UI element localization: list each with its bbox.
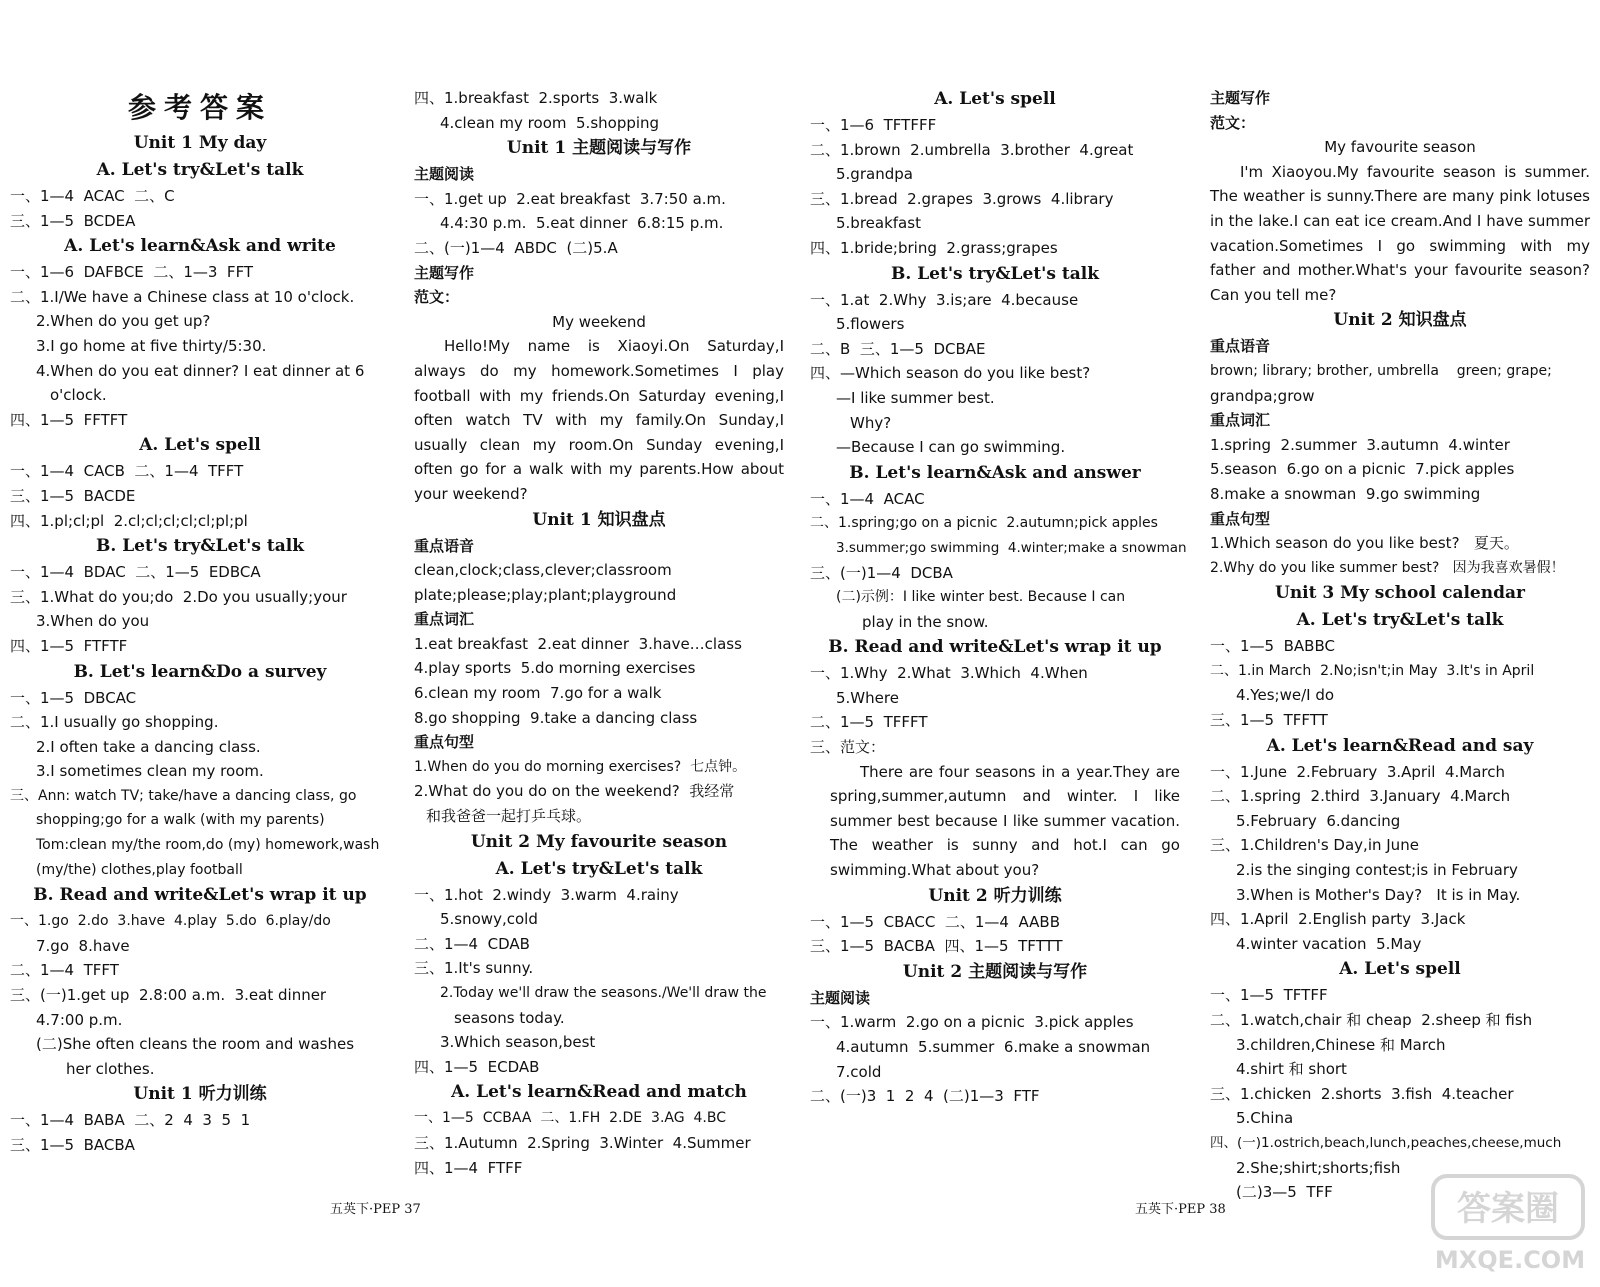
answer-line: 4.autumn 5.summer 6.make a snowman xyxy=(836,1038,1151,1056)
answer-line: 三、1.What do you;do 2.Do you usually;your xyxy=(10,587,347,606)
answer-line: 二、1.brown 2.umbrella 3.brother 4.great xyxy=(810,140,1134,159)
answer-line: 4.play sports 5.do morning exercises xyxy=(414,659,696,678)
unit-heading: Unit 1 My day xyxy=(133,133,267,153)
answer-line: 三、1.It's sunny. xyxy=(414,959,534,978)
answer-line: (二)3—5 TFF xyxy=(1236,1183,1333,1202)
section-heading: A. Let's learn&Read and match xyxy=(451,1082,747,1103)
answer-line: 4.When do you eat dinner? I eat dinner at 6 xyxy=(36,361,365,380)
answer-line: 二、(一)3 1 2 4 (二)1—3 FTF xyxy=(810,1087,1040,1106)
answer-line: 5.grandpa xyxy=(836,165,913,184)
column-3 xyxy=(810,86,1187,1109)
sub-heading: 主题阅读 xyxy=(810,988,871,1007)
answer-line: 3.children,Chinese 和 March xyxy=(1236,1035,1446,1054)
answer-line: 8.make a snowman 9.go swimming xyxy=(1210,484,1481,503)
answer-line: 4.4:30 p.m. 5.eat dinner 6.8:15 p.m. xyxy=(440,214,724,233)
answer-line: 一、1—5 BABBC xyxy=(1210,637,1335,656)
section-heading: B. Let's learn&Ask and answer xyxy=(849,462,1141,483)
essay-title: My favourite season xyxy=(1324,138,1476,157)
answer-line: 和我爸爸一起打乒乓球。 xyxy=(426,807,592,826)
section-heading: A. Let's try&Let's talk xyxy=(495,858,703,879)
section-heading: A. Let's try&Let's talk xyxy=(1296,610,1504,631)
answer-line: 一、1—5 TFTFF xyxy=(1210,986,1328,1005)
answer-line: 一、1—6 DAFBCE 二、1—3 FFT xyxy=(10,263,254,282)
section-heading: Unit 2 主题阅读与写作 xyxy=(902,961,1088,982)
answer-line: 四、1—5 ECDAB xyxy=(414,1057,540,1076)
answer-line: 一、1—4 BABA 二、2 4 3 5 1 xyxy=(10,1111,251,1130)
answer-line: 2.Today we'll draw the seasons./We'll draw the xyxy=(440,985,767,1001)
answer-line: 4.shirt 和 short xyxy=(1236,1060,1347,1079)
answer-line: 3.summer;go swimming 4.winter;make a snowman xyxy=(836,539,1187,556)
answer-line: 一、1.warm 2.go on a picnic 3.pick apples xyxy=(810,1013,1134,1032)
answer-line: 5.China xyxy=(1236,1109,1294,1128)
answer-line: 1.Which season do you like best? 夏天。 xyxy=(1210,534,1519,553)
essay-text: Hello!My name is Xiaoyi.On Saturday,I always do my homework.Sometimes I play football with my friends.On Saturday evening,I often watch TV with my family.On Sunday,I usually clean my room.On Sunday evening,I often go for a walk with my parents.How about your weekend? xyxy=(414,337,784,503)
answer-line: 三、1.Autumn 2.Spring 3.Winter 4.Summer xyxy=(414,1133,751,1152)
answer-line: 1.eat breakfast 2.eat dinner 3.have…class xyxy=(414,634,742,653)
answer-line: 2.is the singing contest;is in February xyxy=(1236,861,1518,880)
watermark-logo xyxy=(1425,1170,1595,1280)
answer-line: 5.snowy,cold xyxy=(440,910,538,929)
section-heading: Unit 2 知识盘点 xyxy=(1333,310,1467,331)
answer-line: 二、1—4 CDAB xyxy=(414,934,530,953)
answer-line: 一、1.June 2.February 3.April 4.March xyxy=(1210,762,1505,781)
answer-line: 一、1—6 TFTFFF xyxy=(810,116,937,134)
answer-line: 2.I often take a dancing class. xyxy=(36,737,261,756)
answer-line: 三、范文： xyxy=(810,738,886,757)
answer-line: —Because I can go swimming. xyxy=(836,438,1066,457)
answer-line: 二、1.I/We have a Chinese class at 10 o'clock. xyxy=(10,287,355,306)
answer-line: plate;please;play;plant;playground xyxy=(414,585,677,604)
section-heading: B. Let's try&Let's talk xyxy=(891,263,1099,284)
svg-text:答案圈: 答案圈 xyxy=(1457,1189,1559,1229)
answer-line: 8.go shopping 9.take a dancing class xyxy=(414,708,698,727)
answer-line: 2.She;shirt;shorts;fish xyxy=(1236,1158,1401,1177)
answer-line: 3.When is Mother's Day? It is in May. xyxy=(1236,885,1521,904)
sub-heading: 重点语音 xyxy=(1210,337,1271,356)
answer-line: 一、1.hot 2.windy 3.warm 4.rainy xyxy=(414,885,679,904)
section-heading: B. Read and write&Let's wrap it up xyxy=(33,885,367,906)
sub-heading: 重点句型 xyxy=(414,733,475,752)
answer-line: 二、1—5 TFFFT xyxy=(810,713,928,732)
answer-line: 二、1.I usually go shopping. xyxy=(10,713,219,732)
answer-line: 5.flowers xyxy=(836,315,905,334)
answer-line: 三、1—5 BACBA 四、1—5 TFTTT xyxy=(810,937,1063,956)
section-heading: A. Let's try&Let's talk xyxy=(96,160,304,180)
answer-line: 一、1—4 ACAC 二、C xyxy=(10,187,175,205)
answer-line: 四、1.breakfast 2.sports 3.walk xyxy=(414,89,658,107)
answer-line: 二、1—4 TFFT xyxy=(10,961,119,980)
answer-line: 三、(一)1—4 DCBA xyxy=(810,563,953,582)
sub-heading: 重点句型 xyxy=(1210,509,1271,528)
answer-line: 1.When do you do morning exercises? 七点钟。 xyxy=(414,758,747,775)
answer-line: 三、1—5 BCDEA xyxy=(10,211,136,230)
column-2 xyxy=(414,86,784,1180)
section-heading: Unit 2 听力训练 xyxy=(928,885,1062,906)
sub-heading: 主题写作 xyxy=(414,263,475,282)
answer-line: o'clock. xyxy=(50,386,107,405)
column-1 xyxy=(10,86,390,1158)
answer-line: 2.What do you do on the weekend? 我经常 xyxy=(414,782,735,801)
answer-line: 三、1—5 BACDE xyxy=(10,486,136,505)
answer-line: Tom:clean my/the room,do (my) homework,wash xyxy=(36,837,380,854)
svg-text:MXQE.COM: MXQE.COM xyxy=(1434,1246,1586,1274)
sample-essay-label: 范文： xyxy=(1210,113,1256,132)
section-heading: A. Let's spell xyxy=(1339,959,1461,980)
answer-line: 一、1—4 ACAC xyxy=(810,489,925,508)
answer-line: 二、1.spring;go on a picnic 2.autumn;pick apples xyxy=(810,515,1158,532)
section-heading: B. Let's learn&Do a survey xyxy=(73,661,327,682)
answer-line: 3.When do you xyxy=(36,612,150,631)
answer-line: 4.clean my room 5.shopping xyxy=(440,113,660,132)
section-heading: Unit 1 知识盘点 xyxy=(532,509,666,530)
answer-line: 4.winter vacation 5.May xyxy=(1236,934,1422,953)
answer-line: 一、1—5 DBCAC xyxy=(10,688,137,707)
section-heading: B. Let's try&Let's talk xyxy=(96,536,304,557)
answer-line: clean,clock;class,clever;classroom xyxy=(414,561,672,580)
unit-heading: Unit 3 My school calendar xyxy=(1275,583,1525,604)
answer-line: (二)She often cleans the room and washes xyxy=(36,1035,355,1054)
answer-line: 一、1.get up 2.eat breakfast 3.7:50 a.m. xyxy=(414,189,726,208)
answer-line: 三、Ann: watch TV; take/have a dancing class, go xyxy=(10,787,357,804)
answer-line: 一、1—5 CBACC 二、1—4 AABB xyxy=(810,912,1061,931)
essay-text: I'm Xiaoyou.My favourite season is summer. The weather is sunny.There are many pink lotuses in the lake.I can eat ice cream.And I have summer vacation.Sometimes I go swimming with my father and mother.What's your favourite season? Can you tell me? xyxy=(1210,162,1590,304)
answer-line: 四、1—5 FFTFT xyxy=(10,410,128,429)
sub-heading: 主题阅读 xyxy=(414,165,475,184)
answer-line: 1.spring 2.summer 3.autumn 4.winter xyxy=(1210,435,1510,454)
answer-line: 7.go 8.have xyxy=(36,936,130,955)
answer-line: 三、1—5 TFFTT xyxy=(1210,711,1328,730)
answer-line: seasons today. xyxy=(454,1008,565,1027)
answer-line: brown; library; brother, umbrella green; grape; xyxy=(1210,362,1552,379)
answer-line: Why? xyxy=(850,413,892,432)
answer-line: 一、1—4 BDAC 二、1—5 EDBCA xyxy=(10,563,261,582)
section-heading: A. Let's spell xyxy=(139,435,261,456)
answer-line: 四、1.bride;bring 2.grass;grapes xyxy=(810,238,1058,257)
answer-line: 2.Why do you like summer best? 因为我喜欢暑假！ xyxy=(1210,559,1565,576)
sample-essay-label: 范文： xyxy=(414,288,460,307)
answer-line: 3.I sometimes clean my room. xyxy=(36,762,264,781)
sub-heading: 重点词汇 xyxy=(414,610,475,629)
answer-line: 一、1—5 CCBAA 二、1.FH 2.DE 3.AG 4.BC xyxy=(414,1110,726,1127)
sub-heading: 重点语音 xyxy=(414,536,475,555)
answer-line: 三、1—5 BACBA xyxy=(10,1136,135,1154)
answer-line: play in the snow. xyxy=(862,612,989,631)
answer-line: 一、1.at 2.Why 3.is;are 4.because xyxy=(810,290,1079,309)
answer-line: 2.When do you get up? xyxy=(36,312,211,331)
answer-line: 二、1.in March 2.No;isn't;in May 3.It's in April xyxy=(1210,662,1535,679)
answer-line: 5.February 6.dancing xyxy=(1236,811,1401,830)
essay-text: There are four seasons in a year.They are spring,summer,autumn and winter. I like summer best because I like summer vacation. The weather is sunny and hot.I can go swimming.What about you? xyxy=(830,762,1180,880)
answer-line: 3.I go home at five thirty/5:30. xyxy=(36,336,267,355)
essay-title: My weekend xyxy=(552,312,646,331)
answer-line: 一、1—4 CACB 二、1—4 TFFT xyxy=(10,462,244,481)
answer-line: 三、1.Children's Day,in June xyxy=(1210,836,1419,855)
unit-heading: Unit 2 My favourite season xyxy=(470,831,728,852)
answer-line: 4.7:00 p.m. xyxy=(36,1010,123,1029)
answer-line: —I like summer best. xyxy=(836,388,995,407)
answer-line: 三、(一)1.get up 2.8:00 a.m. 3.eat dinner xyxy=(10,986,327,1005)
sub-heading: 重点词汇 xyxy=(1210,411,1271,430)
answer-line: 4.Yes;we/I do xyxy=(1236,686,1335,705)
answer-line: 四、(一)1.ostrich,beach,lunch,peaches,cheese,much xyxy=(1210,1134,1562,1151)
answer-line: 一、1.Why 2.What 3.Which 4.When xyxy=(810,664,1088,683)
section-heading: B. Read and write&Let's wrap it up xyxy=(828,637,1162,658)
answer-line: 三、1.chicken 2.shorts 3.fish 4.teacher xyxy=(1210,1084,1514,1103)
answer-line: 7.cold xyxy=(836,1062,882,1081)
section-heading: A. Let's learn&Ask and write xyxy=(64,236,336,257)
answer-line: grandpa;grow xyxy=(1210,386,1315,405)
answer-line: (my/the) clothes,play football xyxy=(36,861,243,878)
answer-line: 四、1.April 2.English party 3.Jack xyxy=(1210,910,1466,929)
answer-line: 四、1—4 FTFF xyxy=(414,1158,523,1177)
answer-line: 四、1—5 FTFTF xyxy=(10,636,128,655)
answer-line: 二、B 三、1—5 DCBAE xyxy=(810,339,986,358)
answer-line: 三、1.bread 2.grapes 3.grows 4.library xyxy=(810,189,1114,208)
answer-line: (二)示例：I like winter best. Because I can xyxy=(836,589,1126,606)
page-title: 参考答案 xyxy=(127,91,272,124)
column-4 xyxy=(1210,86,1590,1205)
answer-line: 二、(一)1—4 ABDC (二)5.A xyxy=(414,238,618,257)
answer-line: 5.Where xyxy=(836,688,899,707)
answer-line: 四、—Which season do you like best? xyxy=(810,364,1091,383)
section-heading: Unit 1 主题阅读与写作 xyxy=(506,138,692,159)
answer-line: shopping;go for a walk (with my parents) xyxy=(36,812,325,829)
answer-line: 二、1.spring 2.third 3.January 4.March xyxy=(1210,787,1511,806)
answer-line: 四、1.pl;cl;pl 2.cl;cl;cl;cl;cl;pl;pl xyxy=(10,511,248,530)
section-heading: Unit 1 听力训练 xyxy=(133,1084,267,1105)
sub-heading: 主题写作 xyxy=(1210,89,1271,107)
answer-line: 一、1.go 2.do 3.have 4.play 5.do 6.play/do xyxy=(10,913,331,930)
section-heading: A. Let's spell xyxy=(934,89,1056,109)
section-heading: A. Let's learn&Read and say xyxy=(1266,735,1534,756)
page-footer-right: 五英下·PEP 38 xyxy=(1135,1202,1226,1217)
answer-line: 5.season 6.go on a picnic 7.pick apples xyxy=(1210,460,1515,479)
page-footer-left: 五英下·PEP 37 xyxy=(330,1202,421,1217)
watermark-graphic xyxy=(1425,1170,1595,1280)
answer-line: 6.clean my room 7.go for a walk xyxy=(414,684,662,703)
answer-line: 3.Which season,best xyxy=(440,1033,596,1052)
answer-line: 5.breakfast xyxy=(836,214,921,233)
answer-line: her clothes. xyxy=(66,1059,155,1078)
answer-line: 二、1.watch,chair 和 cheap 2.sheep 和 fish xyxy=(1210,1011,1533,1029)
